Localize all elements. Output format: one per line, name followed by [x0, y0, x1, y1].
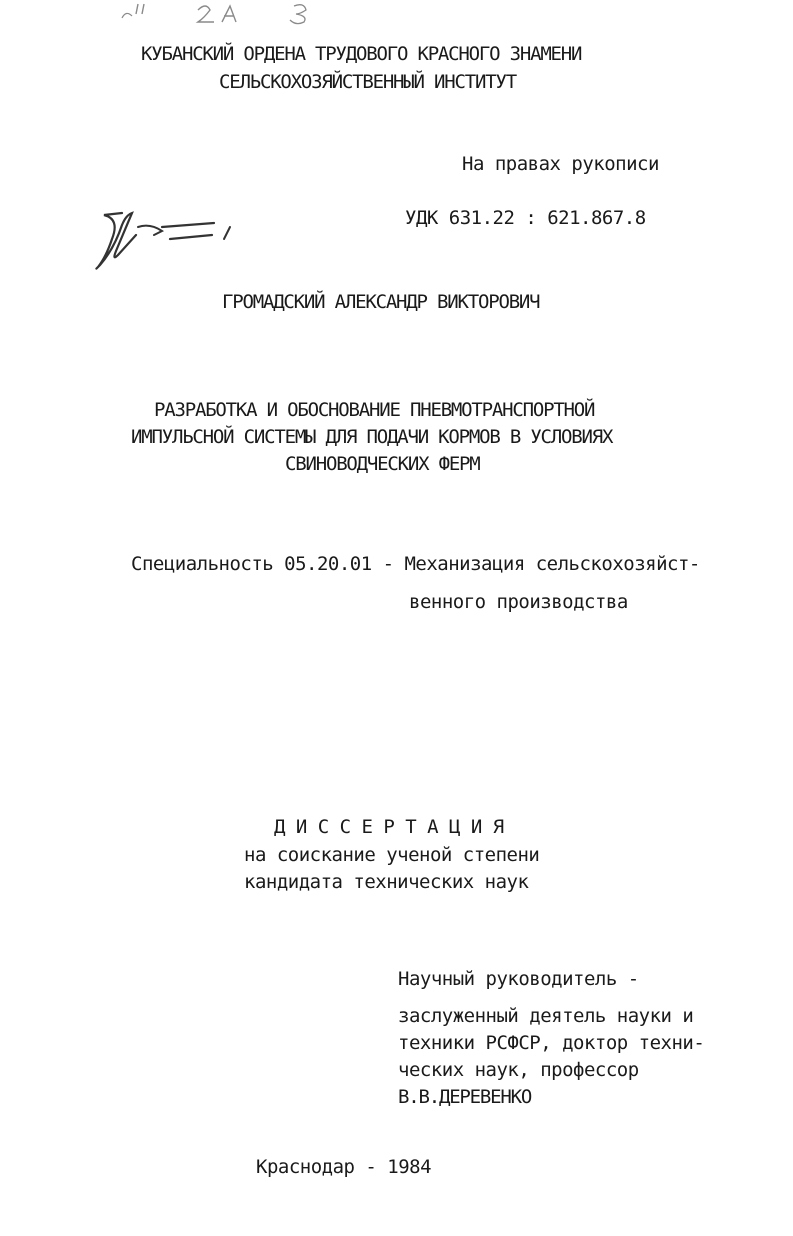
institution-line-2: СЕЛЬСКОХОЗЯЙСТВЕННЫЙ ИНСТИТУТ — [219, 71, 516, 93]
rights-label: На правах рукописи — [462, 153, 659, 175]
dissertation-heading: Д И С С Е Р Т А Ц И Я — [274, 816, 504, 838]
udk-code: УДК 631.22 : 621.867.8 — [405, 207, 646, 229]
specialty-line-1: Специальность 05.20.01 - Механизация сельскохозяйст- — [131, 553, 700, 575]
supervisor-line-4: ческих наук, профессор — [398, 1059, 639, 1081]
title-line-1: РАЗРАБОТКА И ОБОСНОВАНИЕ ПНЕВМОТРАНСПОРТНОЙ — [154, 399, 595, 421]
signature-mark — [92, 205, 242, 275]
dissertation-line-2: кандидата технических наук — [244, 871, 529, 893]
title-line-2: ИМПУЛЬСНОЙ СИСТЕМЫ ДЛЯ ПОДАЧИ КОРМОВ В УСЛОВИЯХ — [131, 426, 613, 448]
supervisor-name: В.В.ДЕРЕВЕНКО — [398, 1086, 532, 1108]
place-year: Краснодар - 1984 — [256, 1156, 432, 1178]
specialty-line-2: венного производства — [409, 591, 628, 613]
supervisor-line-1: Научный руководитель - — [398, 968, 639, 990]
dissertation-line-1: на соискание ученой степени — [244, 844, 540, 866]
author-name: ГРОМАДСКИЙ АЛЕКСАНДР ВИКТОРОВИЧ — [222, 291, 540, 313]
supervisor-line-3: техники РСФСР, доктор техни- — [398, 1032, 705, 1054]
institution-line-1: КУБАНСКИЙ ОРДЕНА ТРУДОВОГО КРАСНОГО ЗНАМЕНИ — [141, 43, 582, 65]
title-line-3: СВИНОВОДЧЕСКИХ ФЕРМ — [285, 453, 480, 475]
supervisor-line-2: заслуженный деятель науки и — [398, 1005, 694, 1027]
pencil-note-mark — [118, 0, 328, 26]
